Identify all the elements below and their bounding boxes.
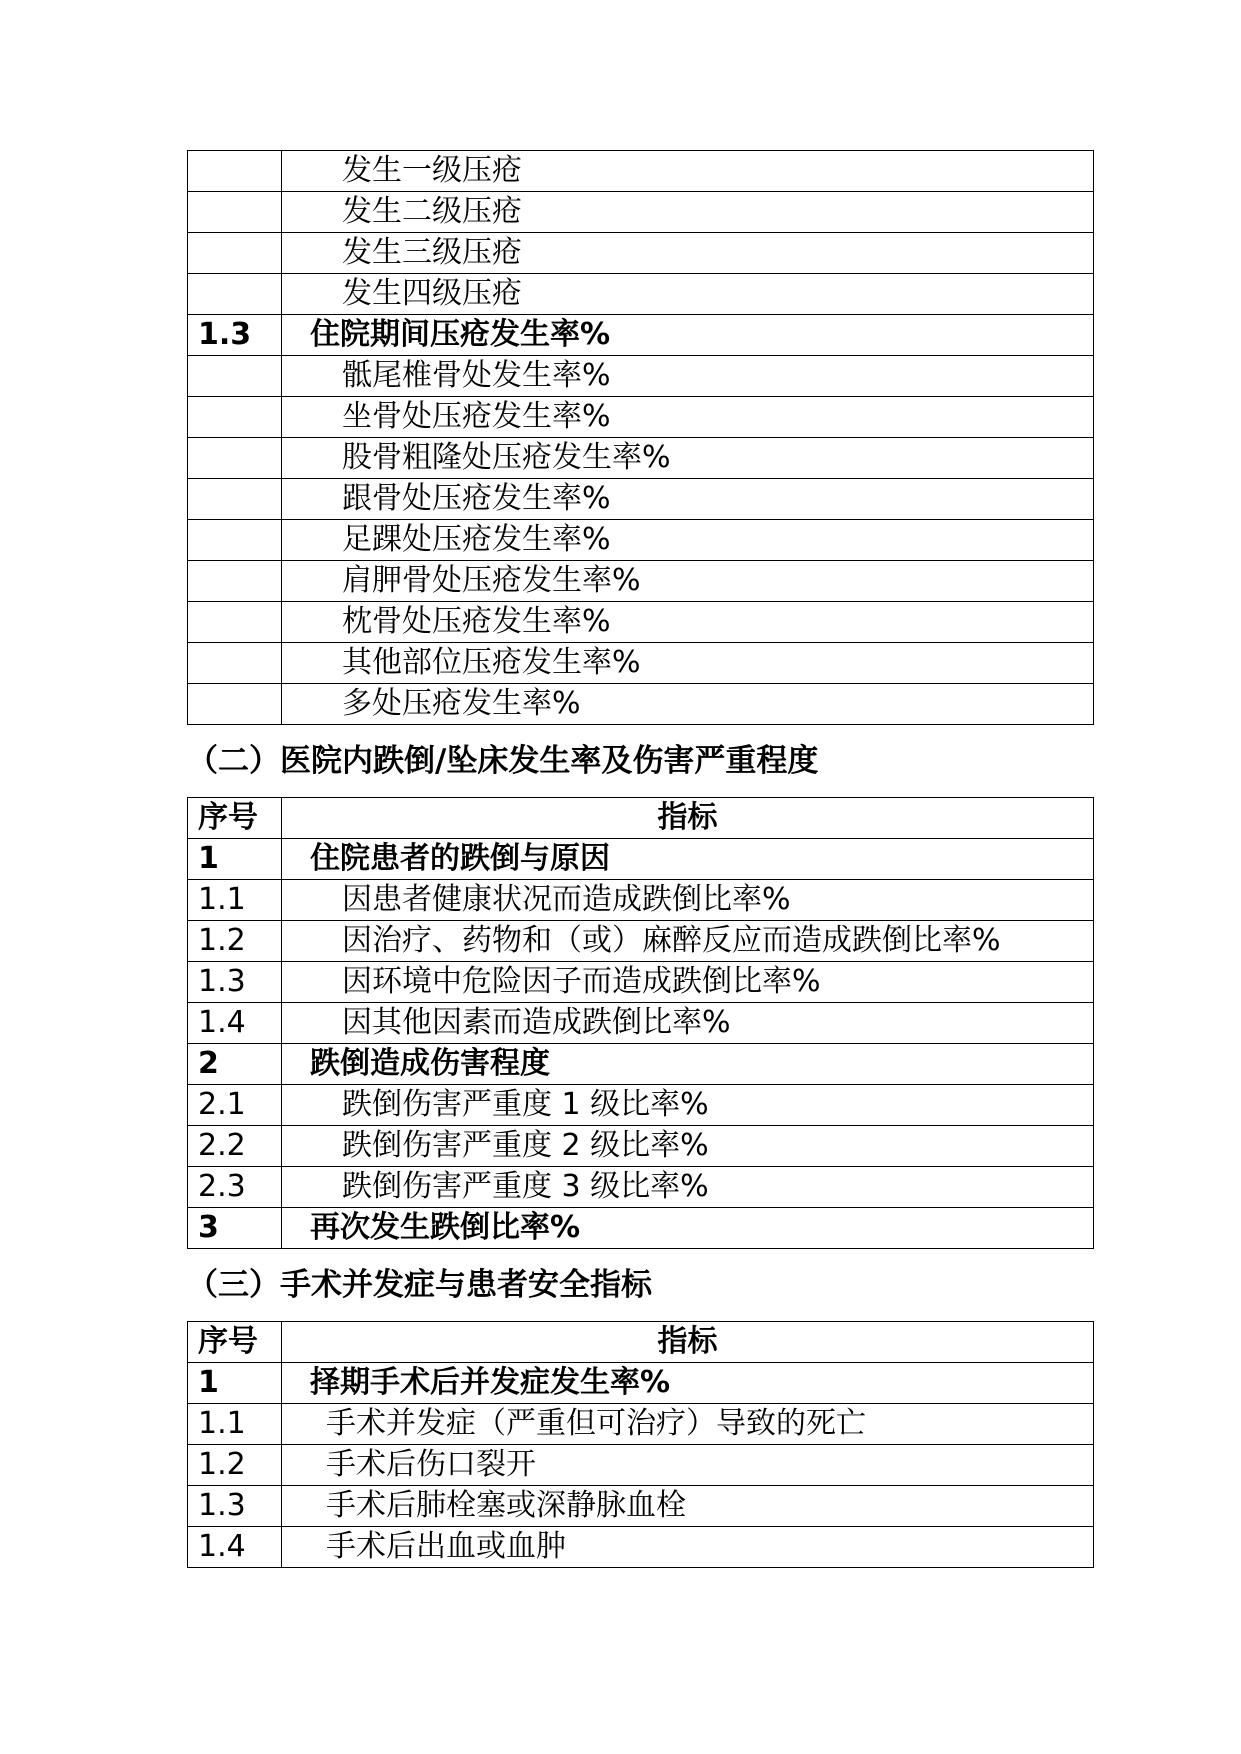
row-indicator-text: 发生三级压疮 bbox=[282, 233, 1094, 274]
header-serial-number: 序号 bbox=[188, 1322, 282, 1363]
table-row bbox=[188, 643, 1094, 684]
row-serial-number: 1.2 bbox=[188, 1445, 282, 1486]
table-row bbox=[188, 356, 1094, 397]
row-indicator-text: 跌倒伤害严重度 2 级比率% bbox=[282, 1126, 1094, 1167]
row-serial-number bbox=[188, 479, 282, 520]
table-row bbox=[188, 438, 1094, 479]
row-serial-number: 2.2 bbox=[188, 1126, 282, 1167]
row-indicator-text: 手术并发症（严重但可治疗）导致的死亡 bbox=[282, 1404, 1094, 1445]
pressure-ulcer-table-body bbox=[188, 151, 1094, 725]
pressure-ulcer-table bbox=[187, 150, 1094, 725]
row-serial-number bbox=[188, 643, 282, 684]
row-indicator-text: 手术后伤口裂开 bbox=[282, 1445, 1094, 1486]
row-serial-number bbox=[188, 684, 282, 725]
surgery-table-body bbox=[188, 1363, 1094, 1568]
table-row bbox=[188, 1044, 1094, 1085]
row-serial-number: 2.3 bbox=[188, 1167, 282, 1208]
table-row bbox=[188, 274, 1094, 315]
row-serial-number bbox=[188, 151, 282, 192]
table-row bbox=[188, 1167, 1094, 1208]
table-row bbox=[188, 1404, 1094, 1445]
row-serial-number bbox=[188, 274, 282, 315]
table-row bbox=[188, 684, 1094, 725]
row-indicator-text: 股骨粗隆处压疮发生率% bbox=[282, 438, 1094, 479]
row-indicator-text: 因其他因素而造成跌倒比率% bbox=[282, 1003, 1094, 1044]
row-serial-number: 1.3 bbox=[188, 1486, 282, 1527]
row-indicator-text: 跌倒造成伤害程度 bbox=[282, 1044, 1094, 1085]
table-row bbox=[188, 602, 1094, 643]
section-heading-surgery: （三）手术并发症与患者安全指标 bbox=[187, 1267, 652, 1303]
row-serial-number bbox=[188, 356, 282, 397]
section-heading-falls: （二）医院内跌倒/坠床发生率及伤害严重程度 bbox=[187, 743, 819, 779]
row-indicator-text: 多处压疮发生率% bbox=[282, 684, 1094, 725]
row-serial-number: 1.2 bbox=[188, 921, 282, 962]
row-indicator-text: 再次发生跌倒比率% bbox=[282, 1208, 1094, 1249]
row-indicator-text: 发生二级压疮 bbox=[282, 192, 1094, 233]
table-row bbox=[188, 839, 1094, 880]
table-row bbox=[188, 233, 1094, 274]
table-row bbox=[188, 1486, 1094, 1527]
row-indicator-text: 择期手术后并发症发生率% bbox=[282, 1363, 1094, 1404]
header-indicator: 指标 bbox=[282, 798, 1094, 839]
row-serial-number bbox=[188, 192, 282, 233]
falls-table-body bbox=[188, 839, 1094, 1249]
table-row bbox=[188, 1126, 1094, 1167]
falls-table bbox=[187, 797, 1094, 1249]
row-indicator-text: 手术后出血或血肿 bbox=[282, 1527, 1094, 1568]
row-indicator-text: 其他部位压疮发生率% bbox=[282, 643, 1094, 684]
row-serial-number bbox=[188, 438, 282, 479]
row-indicator-text: 因患者健康状况而造成跌倒比率% bbox=[282, 880, 1094, 921]
table-row bbox=[188, 1208, 1094, 1249]
table-header-row bbox=[188, 1322, 1094, 1363]
document-page bbox=[187, 150, 1093, 1568]
table-row bbox=[188, 962, 1094, 1003]
header-indicator: 指标 bbox=[282, 1322, 1094, 1363]
table-row bbox=[188, 1527, 1094, 1568]
row-indicator-text: 足踝处压疮发生率% bbox=[282, 520, 1094, 561]
surgery-table bbox=[187, 1321, 1094, 1568]
row-serial-number: 2 bbox=[188, 1044, 282, 1085]
table-row bbox=[188, 151, 1094, 192]
row-indicator-text: 发生四级压疮 bbox=[282, 274, 1094, 315]
row-indicator-text: 枕骨处压疮发生率% bbox=[282, 602, 1094, 643]
row-indicator-text: 坐骨处压疮发生率% bbox=[282, 397, 1094, 438]
row-serial-number bbox=[188, 233, 282, 274]
row-indicator-text: 发生一级压疮 bbox=[282, 151, 1094, 192]
row-indicator-text: 手术后肺栓塞或深静脉血栓 bbox=[282, 1486, 1094, 1527]
row-serial-number: 3 bbox=[188, 1208, 282, 1249]
header-serial-number: 序号 bbox=[188, 798, 282, 839]
row-serial-number: 1 bbox=[188, 1363, 282, 1404]
row-indicator-text: 因治疗、药物和（或）麻醉反应而造成跌倒比率% bbox=[282, 921, 1094, 962]
table-row bbox=[188, 1003, 1094, 1044]
row-indicator-text: 骶尾椎骨处发生率% bbox=[282, 356, 1094, 397]
row-indicator-text: 跟骨处压疮发生率% bbox=[282, 479, 1094, 520]
table-row bbox=[188, 1445, 1094, 1486]
table-row bbox=[188, 192, 1094, 233]
row-serial-number bbox=[188, 602, 282, 643]
table-row bbox=[188, 520, 1094, 561]
table-row bbox=[188, 921, 1094, 962]
row-serial-number: 1.3 bbox=[188, 315, 282, 356]
row-indicator-text: 肩胛骨处压疮发生率% bbox=[282, 561, 1094, 602]
row-serial-number bbox=[188, 397, 282, 438]
row-serial-number: 1.1 bbox=[188, 880, 282, 921]
row-serial-number: 1.4 bbox=[188, 1527, 282, 1568]
row-serial-number bbox=[188, 561, 282, 602]
row-indicator-text: 跌倒伤害严重度 1 级比率% bbox=[282, 1085, 1094, 1126]
table-header-row bbox=[188, 798, 1094, 839]
table-row bbox=[188, 397, 1094, 438]
row-indicator-text: 跌倒伤害严重度 3 级比率% bbox=[282, 1167, 1094, 1208]
table-row bbox=[188, 880, 1094, 921]
row-serial-number: 1.4 bbox=[188, 1003, 282, 1044]
row-indicator-text: 住院期间压疮发生率% bbox=[282, 315, 1094, 356]
row-serial-number: 1.3 bbox=[188, 962, 282, 1003]
row-indicator-text: 住院患者的跌倒与原因 bbox=[282, 839, 1094, 880]
table-row bbox=[188, 479, 1094, 520]
table-row bbox=[188, 315, 1094, 356]
row-serial-number: 1 bbox=[188, 839, 282, 880]
row-serial-number bbox=[188, 520, 282, 561]
row-serial-number: 1.1 bbox=[188, 1404, 282, 1445]
table-row bbox=[188, 1085, 1094, 1126]
row-serial-number: 2.1 bbox=[188, 1085, 282, 1126]
table-row bbox=[188, 1363, 1094, 1404]
table-row bbox=[188, 561, 1094, 602]
row-indicator-text: 因环境中危险因子而造成跌倒比率% bbox=[282, 962, 1094, 1003]
